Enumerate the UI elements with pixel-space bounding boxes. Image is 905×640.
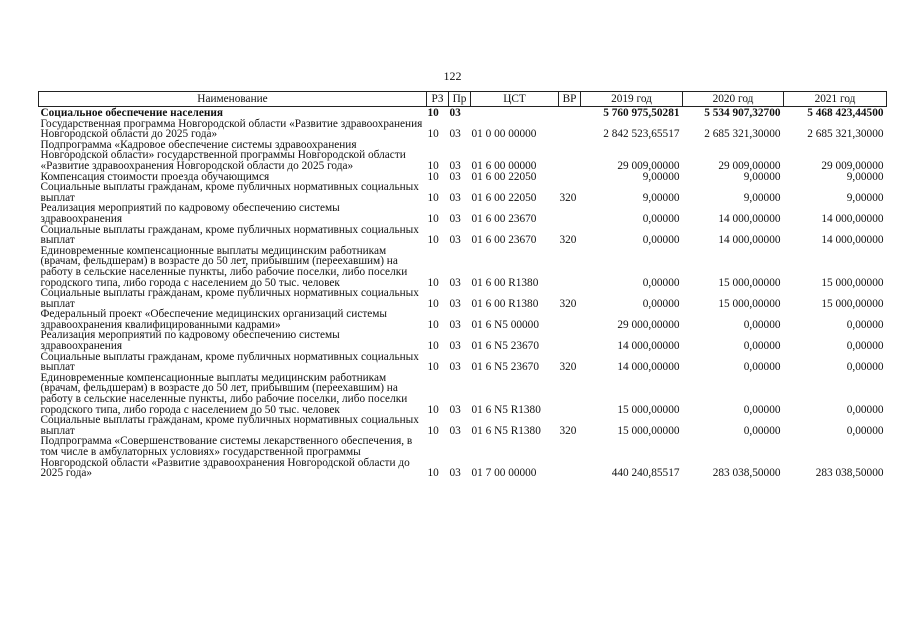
- cell-vr: [559, 246, 581, 288]
- cell-name: Социальные выплаты гражданам, кроме публичных нормативных социальных выплат: [40, 287, 419, 310]
- cell-cst: 01 6 00 22050: [471, 191, 537, 204]
- cell-vr: [559, 436, 581, 478]
- cell-vr: [559, 119, 581, 140]
- cell-pr: 03: [449, 361, 461, 374]
- cell-pr: 03: [449, 467, 461, 480]
- cell-2020: 15 000,00000: [718, 276, 781, 289]
- cell-pr: 03: [449, 191, 461, 204]
- cell-name: Единовременные компенсационные выплаты медицинским работникам (врачам, фельдшерам) в возрасте до 50 лет, прибывшим (переехавшим) на работу в сельские населенные пункты, либо рабочие поселки, либо поселки городского типа, либо города с населением до 50 тыс. человек: [40, 371, 408, 416]
- cell-cst: 01 6 00 00000: [471, 159, 537, 172]
- cell-name: Единовременные компенсационные выплаты медицинским работникам (врачам, фельдшерам) в возрасте до 50 лет, прибывшим (переехавшим) на работу в сельские населенные пункты, либо рабочие поселки, либо поселки городского типа, либо города с населением до 50 тыс. человек: [40, 244, 408, 289]
- cell-2020: 29 009,00000: [718, 159, 781, 172]
- table-row: [39, 246, 887, 288]
- cell-rz: 10: [427, 234, 439, 247]
- cell-pr: 03: [449, 107, 461, 119]
- cell-vr: [559, 373, 581, 415]
- cell-cst: 01 0 00 00000: [471, 128, 537, 141]
- cell-2019: 15 000,00000: [617, 424, 680, 437]
- cell-2019: 9,00000: [642, 191, 680, 204]
- cell-2020: 14 000,00000: [718, 234, 781, 247]
- cell-name: Подпрограмма «Совершенствование системы лекарственного обеспечения, в том числе в амбулаторных условиях» государственной программы Новгородской области «Развитие здравоохранения Новгородской области до 2025 года»: [40, 435, 413, 480]
- cell-cst: 01 6 N5 23670: [471, 340, 539, 353]
- cell-2021: 0,00000: [846, 361, 884, 374]
- cell-pr: 03: [449, 297, 461, 310]
- cell-name: Реализация мероприятий по кадровому обеспечению системы здравоохранения: [40, 202, 340, 225]
- cell-name: Социальное обеспечение населения: [40, 107, 223, 119]
- cell-vr: 320: [559, 234, 577, 247]
- cell-cst: 01 6 N5 23670: [471, 361, 539, 374]
- budget-table: [38, 91, 887, 479]
- header-pr: Пр: [449, 92, 471, 107]
- cell-cst: 01 6 00 23670: [471, 212, 537, 225]
- cell-vr: 320: [559, 361, 577, 374]
- cell-2021: 283 038,50000: [815, 467, 884, 480]
- cell-2020: 0,00000: [743, 340, 781, 353]
- cell-name: Подпрограмма «Кадровое обеспечение системы здравоохранения Новгородской области» государственной программы Новгородской области «Развитие здравоохранения Новгородской области до 2025 года»: [40, 138, 406, 172]
- cell-2021: 9,00000: [846, 170, 884, 183]
- header-year-2021: 2021 год: [784, 92, 887, 107]
- cell-2019: 15 000,00000: [617, 403, 680, 416]
- header-vr: ВР: [559, 92, 581, 107]
- cell-cst: 01 6 00 R1380: [471, 276, 539, 289]
- header-rz: РЗ: [427, 92, 449, 107]
- header-year-2020: 2020 год: [683, 92, 784, 107]
- cell-2021: 0,00000: [846, 318, 884, 331]
- cell-2019: 14 000,00000: [617, 340, 680, 353]
- cell-pr: 03: [449, 424, 461, 437]
- cell-pr: 03: [449, 212, 461, 225]
- cell-cst: 01 6 N5 R1380: [471, 424, 541, 437]
- table-header: [39, 92, 887, 107]
- cell-rz: 10: [427, 107, 439, 119]
- cell-pr: 03: [449, 234, 461, 247]
- cell-rz: 10: [427, 424, 439, 437]
- cell-name: Государственная программа Новгородской области «Развитие здравоохранения Новгородской области до 2025 года»: [40, 117, 423, 141]
- cell-vr: 320: [559, 191, 577, 204]
- cell-pr: 03: [449, 403, 461, 416]
- cell-pr: 03: [449, 128, 461, 141]
- cell-2020: 0,00000: [743, 361, 781, 374]
- cell-2019: 0,00000: [642, 276, 680, 289]
- cell-rz: 10: [427, 128, 439, 141]
- cell-2019: 2 842 523,65517: [603, 128, 680, 141]
- table-row: [39, 373, 887, 415]
- header-year-2019: 2019 год: [581, 92, 683, 107]
- cell-rz: 10: [427, 340, 439, 353]
- cell-vr: 320: [559, 424, 577, 437]
- cell-name: Социальные выплаты гражданам, кроме публичных нормативных социальных выплат: [40, 223, 419, 247]
- cell-2021: 5 468 423,44500: [807, 107, 884, 119]
- cell-rz: 10: [427, 467, 439, 480]
- cell-vr: [559, 330, 581, 351]
- cell-vr: 320: [559, 297, 577, 310]
- cell-vr: [559, 107, 581, 119]
- cell-2021: 29 009,00000: [821, 159, 884, 172]
- cell-2020: 5 534 907,32700: [704, 107, 781, 119]
- table-row: [39, 225, 887, 246]
- header-name: Наименование: [39, 92, 427, 107]
- cell-vr: [559, 309, 581, 330]
- cell-rz: 10: [427, 212, 439, 225]
- table-row: [39, 140, 887, 172]
- cell-2019: 5 760 975,50281: [603, 107, 680, 119]
- cell-pr: 03: [449, 318, 461, 331]
- table-row: [39, 330, 887, 351]
- cell-2020: 9,00000: [743, 191, 781, 204]
- cell-rz: 10: [427, 318, 439, 331]
- cell-2021: 9,00000: [846, 191, 884, 204]
- cell-2019: 0,00000: [642, 212, 680, 225]
- cell-rz: 10: [427, 361, 439, 374]
- cell-vr: [559, 172, 581, 183]
- cell-2021: 2 685 321,30000: [807, 128, 884, 141]
- cell-name: Социальные выплаты гражданам, кроме публичных нормативных социальных выплат: [40, 414, 419, 437]
- cell-pr: 03: [449, 170, 461, 183]
- cell-cst: 01 6 00 23670: [471, 234, 537, 247]
- table-row: [39, 203, 887, 224]
- cell-2020: 9,00000: [743, 170, 781, 183]
- cell-2021: 0,00000: [846, 340, 884, 353]
- table-row: [39, 415, 887, 436]
- cell-vr: [559, 203, 581, 224]
- cell-2020: 0,00000: [743, 318, 781, 331]
- cell-2020: 283 038,50000: [712, 467, 781, 480]
- cell-2020: 14 000,00000: [718, 212, 781, 225]
- table-row: [39, 436, 887, 478]
- cell-name: Социальные выплаты гражданам, кроме публичных нормативных социальных выплат: [40, 181, 419, 204]
- cell-rz: 10: [427, 276, 439, 289]
- cell-rz: 10: [427, 297, 439, 310]
- cell-rz: 10: [427, 403, 439, 416]
- cell-pr: 03: [449, 159, 461, 172]
- cell-rz: 10: [427, 170, 439, 183]
- cell-2019: 0,00000: [642, 234, 680, 247]
- cell-2021: 15 000,00000: [821, 276, 884, 289]
- cell-name: Федеральный проект «Обеспечение медицинских организаций системы здравоохранения квалифицированными кадрами»: [40, 308, 388, 331]
- table-row: [39, 309, 887, 330]
- cell-2021: 14 000,00000: [821, 212, 884, 225]
- cell-2019: 440 240,85517: [611, 467, 680, 480]
- cell-pr: 03: [449, 276, 461, 289]
- cell-name: Социальные выплаты гражданам, кроме публичных нормативных социальных выплат: [40, 350, 419, 374]
- cell-cst: 01 6 N5 R1380: [471, 403, 541, 416]
- table-row: [39, 182, 887, 203]
- cell-name: Реализация мероприятий по кадровому обеспечению системы здравоохранения: [40, 329, 340, 353]
- cell-2020: 0,00000: [743, 403, 781, 416]
- cell-rz: 10: [427, 159, 439, 172]
- table-body: [39, 107, 887, 479]
- cell-2020: 2 685 321,30000: [704, 128, 781, 141]
- cell-2020: 15 000,00000: [718, 297, 781, 310]
- cell-2019: 9,00000: [642, 170, 680, 183]
- cell-rz: 10: [427, 191, 439, 204]
- table-row: [39, 119, 887, 140]
- cell-cst: [471, 107, 559, 119]
- cell-2019: 29 000,00000: [617, 318, 680, 331]
- table-row: [39, 288, 887, 309]
- cell-pr: 03: [449, 340, 461, 353]
- cell-cst: 01 6 N5 00000: [471, 318, 539, 331]
- cell-2020: 0,00000: [743, 424, 781, 437]
- page-number: 122: [443, 69, 462, 83]
- cell-2021: 14 000,00000: [821, 234, 884, 247]
- table-row: [39, 107, 887, 119]
- table-row: [39, 352, 887, 373]
- cell-2019: 0,00000: [642, 297, 680, 310]
- cell-vr: [559, 140, 581, 172]
- cell-name: Компенсация стоимости проезда обучающимся: [40, 170, 270, 183]
- cell-2019: 14 000,00000: [617, 361, 680, 374]
- cell-cst: 01 6 00 22050: [471, 170, 537, 183]
- cell-2021: 0,00000: [846, 424, 884, 437]
- cell-cst: 01 7 00 00000: [471, 467, 537, 480]
- cell-cst: 01 6 00 R1380: [471, 297, 539, 310]
- cell-2021: 15 000,00000: [821, 297, 884, 310]
- cell-2019: 29 009,00000: [617, 159, 680, 172]
- cell-2021: 0,00000: [846, 403, 884, 416]
- header-cst: ЦСТ: [471, 92, 559, 107]
